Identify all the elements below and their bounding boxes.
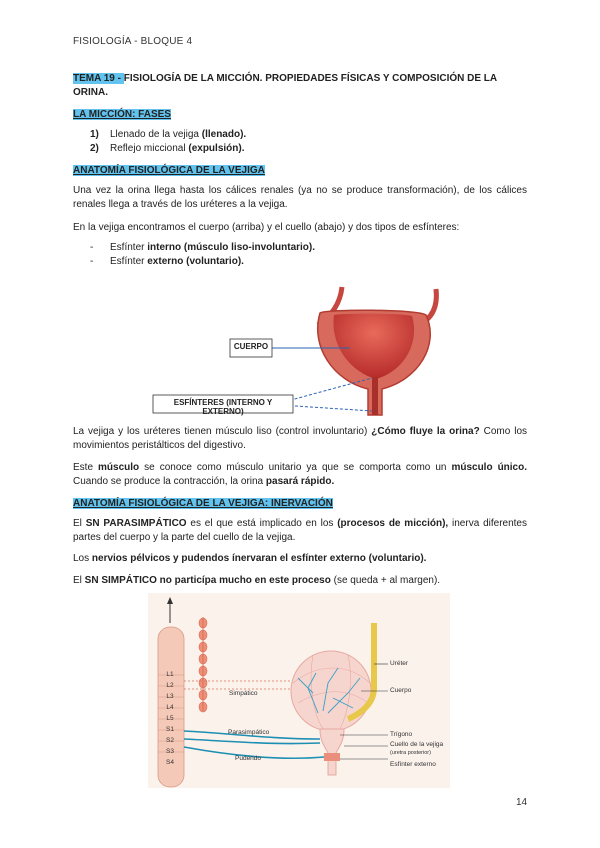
paragraph: El SN PARASIMPÁTICO es el que está implicado en los (procesos de micción), inerva diferentes partes del cuerpo y la parte del cuello de la vejiga. <box>73 518 527 543</box>
list-item: 2) Reflejo miccional (expulsión). <box>90 143 245 154</box>
segment-label: S2 <box>166 737 174 744</box>
paragraph: En la vejiga encontramos el cuerpo (arriba) y el cuello (abajo) y dos tipos de esfínteres: <box>73 222 460 233</box>
title-label: TEMA 19 - <box>73 73 124 84</box>
segment-label: L4 <box>166 704 174 711</box>
label-pudendal: Pudendo <box>235 755 262 762</box>
title-text: FISIOLOGÍA DE LA MICCIÓN. PROPIEDADES FÍSICAS Y COMPOSICIÓN DE LA ORINA. <box>73 73 497 98</box>
paragraph: Los nervios pélvicos y pudendos ínervaran el esfínter externo (voluntario). <box>73 553 427 564</box>
label-ureter: Uréter <box>390 660 409 667</box>
label-body: Cuerpo <box>390 687 412 694</box>
segment-label: S3 <box>166 748 174 755</box>
label-trigone: Trígono <box>390 731 413 738</box>
label-sympathetic: Simpático <box>229 690 258 697</box>
segment-label: L2 <box>166 682 174 689</box>
segment-label: L3 <box>166 693 174 700</box>
segment-labels <box>160 669 180 768</box>
segment-label: L1 <box>166 671 174 678</box>
bullet-item: - Esfínter interno (músculo liso-involuntario). <box>90 242 316 253</box>
segment-label: S1 <box>166 726 174 733</box>
label-parasympathetic: Parasimpático <box>228 729 270 736</box>
section-heading-anatomy: ANATOMÍA FISIOLÓGICA DE LA VEJIGA <box>73 165 265 176</box>
paragraph: Este músculo se conoce como músculo unitario ya que se comporta como un músculo único. Cuando se produce la contracción, la orina pasará rápido. <box>73 462 528 487</box>
page-header: FISIOLOGÍA - BLOQUE 4 <box>73 36 193 47</box>
segment-label: S4 <box>166 759 174 766</box>
page-title <box>73 72 527 100</box>
bullet-item: - Esfínter externo (voluntario). <box>90 256 244 267</box>
fig-label-body: CUERPO <box>233 342 269 351</box>
paragraph: Una vez la orina llega hasta los cálices renales (ya no se produce transformación), de los cálices renales llega a través de los uréteres a la vejiga. <box>73 185 527 210</box>
page-number: 14 <box>516 797 528 808</box>
paragraph: El SN SIMPÁTICO no particípa mucho en este proceso (se queda + al margen). <box>73 575 441 586</box>
section-heading-micturition: LA MICCIÓN: FASES <box>73 109 171 120</box>
paragraph: La vejiga y los uréteres tienen músculo liso (control involuntario) ¿Cómo fluye la orina? Como los movimientos peristálticos del digestivo. <box>73 426 528 451</box>
label-external-sphincter: Esfínter externo <box>390 761 436 768</box>
segment-label: L5 <box>166 715 174 722</box>
fig-label-sphincters: ESFÍNTERES (INTERNO Y EXTERNO) <box>173 398 273 416</box>
list-item: 1) Llenado de la vejiga (llenado). <box>90 129 247 140</box>
label-bladder-neck: Cuello de la vejiga (uretra posterior) <box>390 741 444 756</box>
section-heading-innervation: ANATOMÍA FISIOLÓGICA DE LA VEJIGA: INERVACIÓN <box>73 498 333 509</box>
